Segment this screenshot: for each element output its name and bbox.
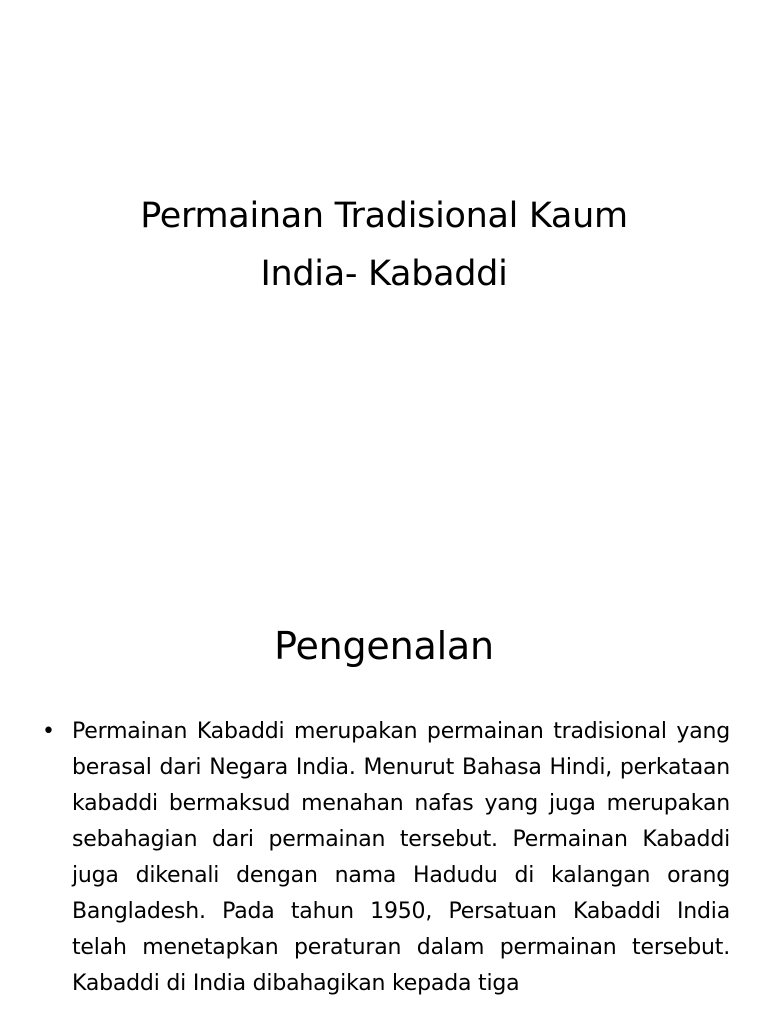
- bullet-text: Permainan Kabaddi merupakan permainan tradisional yang berasal dari Negara India. Menurut Bahasa Hindi, perkataan kabaddi bermaksud menahan nafas yang juga merupakan sebahagian dari permainan tersebut. Permainan Kabaddi juga dikenali dengan nama Hadudu di kalangan orang Bangladesh. Pada tahun 1950, Persatuan Kabaddi India telah menetapkan peraturan dalam permainan tersebut. Kabaddi di India dibahagikan kepada tiga: [72, 719, 730, 996]
- slide-title: [0, 187, 768, 303]
- section-heading: Pengenalan: [274, 624, 494, 668]
- list-item: [40, 714, 730, 1002]
- slide-title-line-2: India- Kabaddi: [260, 254, 508, 294]
- bullet-list: [40, 714, 730, 1002]
- bullet-dot-icon: •: [42, 719, 55, 744]
- content-slide: [0, 576, 768, 1024]
- slide-title-line-1: Permainan Tradisional Kaum: [140, 196, 628, 236]
